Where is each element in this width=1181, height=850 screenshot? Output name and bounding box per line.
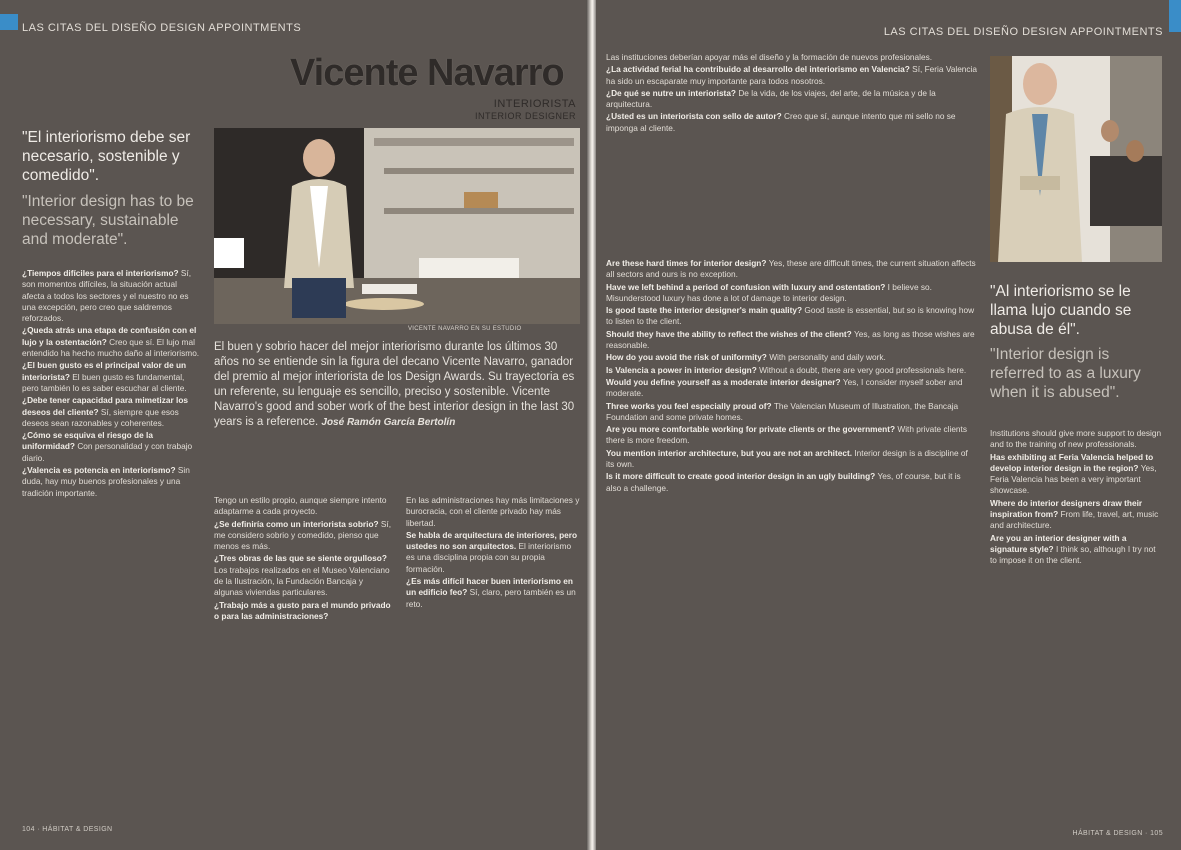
interview-answer: Without a doubt, there are very good professionals here. [759,364,967,375]
qa-paragraph [606,377,978,400]
qa-paragraph [606,282,978,305]
qa-paragraph [22,395,200,429]
qa-paragraph [606,111,978,134]
interview-question: ¿El buen gusto es el principal valor de un interiorista? [22,360,187,382]
interview-answer: Sí, siempre que esos deseos sean razonables y coherentes. [22,406,179,428]
text-column-2 [214,495,392,623]
interview-question: Are you an interior designer with a signature style? [990,532,1127,554]
qa-paragraph [606,352,978,363]
interview-question: Three works you feel especially proud of? [606,400,774,411]
role-es: INTERIORISTA [493,98,576,110]
interview-answer: Creo que sí. El lujo mal entendido ha hecho mucho daño al interiorismo. [22,336,200,359]
interview-question: Have we left behind a period of confusion with luxury and ostentation? [606,281,888,292]
qa-paragraph [214,519,392,553]
interview-question: ¿Se definiría como un interiorista sobrio? [214,518,381,529]
qa-paragraph [22,430,200,464]
folio-left: 104 · HÁBITAT & DESIGN [22,826,113,833]
qa-paragraph [406,530,580,575]
interview-question: How do you avoid the risk of uniformity? [606,352,770,363]
qa-paragraph [990,452,1162,497]
interview-answer: Creo que sí, aunque intento que mi sello no se imponga al cliente. [606,111,956,133]
interview-answer: From life, travel, art, music and architecture. [990,509,1159,531]
interview-question: ¿Usted es un interiorista con sello de autor? [606,111,784,122]
qa-paragraph [990,428,1162,451]
interview-answer: With private clients there is more freedom. [606,424,967,446]
qa-paragraph [606,401,978,424]
qa-paragraph [22,465,200,499]
portrait-photo-office [990,56,1162,262]
interview-question: Has exhibiting at Feria Valencia helped to develop interior design in the region? [990,451,1154,473]
interview-answer: Yes, of course, but it is also a challenge. [606,471,961,493]
role-en: INTERIOR DESIGNER [474,111,576,121]
photo-caption: VICENTE NAVARRO EN SU ESTUDIO [408,326,522,332]
interview-question: You mention interior architecture, but you are not an architect. [606,447,855,458]
qa-paragraph [406,495,580,529]
interview-answer: Los trabajos realizados en el Museo Valenciano de la Ilustración, la Fundación Bancaja y algunas viviendas particulares. [214,564,390,598]
interview-question: ¿Debe tener capacidad para mimetizar los deseos del cliente? [22,395,188,417]
interviewee-name: Vicente Navarro [290,52,564,94]
interview-question: Is Valencia a power in interior design? [606,364,760,375]
qa-paragraph [606,52,978,63]
section-color-tab-right [1169,0,1181,32]
interview-answer: En las administraciones hay más limitaciones y burocracia, con el cliente privado hay más libertad. [406,495,580,528]
interview-question: Is it more difficult to create good interior design in an ugly building? [606,471,878,482]
interview-question: Where do interior designers draw their inspiration from? [990,497,1143,520]
text-column-r2 [606,258,978,495]
interview-question: ¿Valencia es potencia en interiorismo? [22,465,178,476]
qa-paragraph [990,533,1162,567]
qa-paragraph [606,88,978,111]
right-page [596,0,1181,850]
text-column-1 [22,268,200,500]
pull-quote-en: "Interior design has to be necessary, sustainable and moderate". [22,193,194,248]
text-column-r3 [990,428,1162,568]
interview-question: Se habla de arquitectura de interiores, pero ustedes no son arquitectos. [406,529,578,552]
qa-paragraph [606,305,978,328]
interview-answer: Yes, these are difficult times, the current situation affects all sectors and ours is no exception. [606,258,976,280]
interview-question: ¿Tres obras de las que se siente orgulloso? [214,553,387,564]
interview-question: ¿Tiempos difíciles para el interiorismo? [22,268,181,278]
interview-answer: Yes, Feria Valencia has been a very important showcase. [990,462,1157,496]
interview-question: ¿Trabajo más a gusto para el mundo privado o para las administraciones? [214,599,391,621]
qa-paragraph [22,325,200,359]
interview-answer: Sin duda, hay muy buenos profesionales y una tradición importante. [22,465,190,498]
interview-answer: Las instituciones deberían apoyar más el diseño y la formación de nuevos profesionales. [606,52,933,62]
portrait-illustration [214,128,580,324]
qa-paragraph [990,498,1162,532]
pull-quote-right-en: "Interior design is referred to as a luxury when it is abused". [990,346,1141,401]
interview-question: ¿Cómo se esquiva el riesgo de la uniformidad? [22,430,153,452]
interview-answer: El interiorismo es una disciplina propia con su propia formación. [406,541,572,574]
interview-answer: Yes, as long as those wishes are reasonable. [606,328,975,351]
running-header-right [884,26,1163,38]
interview-answer: I think so, although I try not to impose it on the client. [990,543,1156,566]
qa-paragraph [606,365,978,376]
qa-paragraph [606,448,978,471]
pull-quote-right-es: "Al interiorismo se le llama lujo cuando se abusa de él". [990,283,1132,338]
interview-answer: Tengo un estilo propio, aunque siempre intento adaptarme a cada proyecto. [214,495,387,517]
interview-question: Should they have the ability to reflect the wishes of the client? [606,328,855,339]
interview-question: Is good taste the interior designer's main quality? [606,305,805,316]
folio-right: HÁBITAT & DESIGN · 105 [1072,830,1163,837]
running-header-es: LAS CITAS DEL DISEÑO [22,22,157,34]
interview-answer: Institutions should give more support to design and to the training of new professionals. [990,428,1162,450]
byline: José Ramón García Bertolín [321,417,456,428]
interview-answer: Good taste is essential, but so is knowing how to listen to the client. [606,305,975,327]
office-illustration [990,56,1162,262]
running-header-right-es: LAS CITAS DEL DISEÑO [883,26,1019,38]
text-column-r1 [606,52,978,135]
lede-text: El buen y sobrio hacer del mejor interiorismo durante los últimos 30 años no se entiende sin la figura del decano Vicente Navarro, ganador del premio al mejor interiorista de los Design Awards. Su trayectoria es un referente, su lenguaje es sencillo, preciso y sostenible. Vicente Navarro's good and sober work of the best interior design in the last 30 years is a reference. [214,341,575,428]
interview-answer: I believe so. Misunderstood luxury has done a lot of damage to interior design. [606,281,932,303]
interview-question: Are these hard times for interior design? [606,258,769,268]
qa-paragraph [22,360,200,394]
interview-question: ¿Es más difícil hacer buen interiorismo en un edificio feo? [406,576,573,598]
interview-answer: Con personalidad y con trabajo diario. [22,441,193,463]
interview-answer: El buen gusto es fundamental, pero también lo es saber escuchar al cliente. [22,371,187,393]
interview-question: ¿La actividad ferial ha contribuido al desarrollo del interiorismo en Valencia? [606,64,913,75]
interview-answer: Sí, Feria Valencia ha sido un escaparate muy importante para todos nosotros. [606,64,978,86]
pull-quote-es: "El interiorismo debe ser necesario, sostenible y comedido". [22,129,191,184]
qa-paragraph [606,424,978,447]
interview-answer: The Valencian Museum of Illustration, the Bancaja Foundation and some private homes. [606,400,959,422]
running-header-right-en: DESIGN APPOINTMENTS [1022,26,1163,38]
running-header-left [22,22,301,34]
qa-paragraph [214,600,392,623]
qa-paragraph [214,495,392,518]
left-page [0,0,588,850]
interview-answer: Interior design is a discipline of its own. [606,447,968,470]
qa-paragraph [406,576,580,610]
qa-paragraph [606,64,978,87]
interview-question: ¿De qué se nutre un interiorista? [606,87,739,98]
qa-paragraph [606,329,978,352]
interview-answer: Yes, I consider myself sober and moderate. [606,376,963,399]
portrait-photo-studio [214,128,580,324]
interview-question: Are you more comfortable working for private clients or the government? [606,424,898,435]
running-header-en: DESIGN APPOINTMENTS [160,22,302,34]
interview-question: ¿Queda atrás una etapa de confusión con el lujo y la ostentación? [22,325,197,347]
section-color-tab [0,14,18,30]
qa-paragraph [606,258,978,281]
qa-paragraph [606,471,978,494]
interview-answer: With personality and daily work. [769,352,886,363]
qa-paragraph [22,268,200,324]
interview-answer: Sí, son momentos difíciles, la situación actual afecta a todos los sectores y el nuestro no es una excepción, pero creo que saldremos reforzados. [22,268,192,324]
interview-question: Would you define yourself as a moderate interior designer? [606,376,843,387]
interview-answer: Sí, me considero sobrio y comedido, pienso que menos es más. [214,518,392,552]
interview-answer: Sí, claro, pero también es un reto. [406,587,576,609]
article-lede [214,340,580,430]
interview-answer: De la vida, de los viajes, del arte, de la música y de la arquitectura. [606,87,936,110]
qa-paragraph [214,553,392,598]
text-column-3 [406,495,580,611]
